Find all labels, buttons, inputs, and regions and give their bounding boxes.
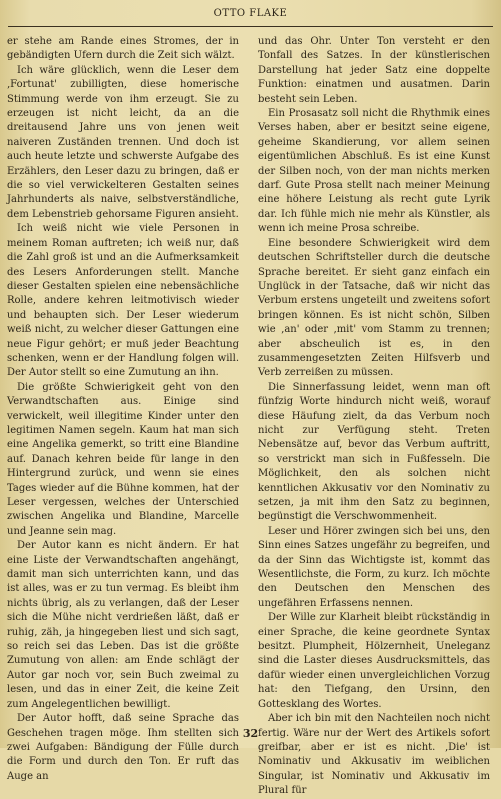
- paragraph: Der Autor hofft, daß seine Sprache das Geschehen tragen möge. Ihm stellten sich zwei Aufgaben: Bändigung der Fülle durch die Form und durch den Ton. Er ruft das Auge an: [7, 713, 239, 782]
- header-rule: [8, 26, 493, 27]
- paragraph: Leser und Hörer zwingen sich bei uns, den Sinn eines Satzes ungefähr zu begreifen, und da der Sinn das Wichtigste ist, kommt das Wesentlichste, die Form, zu kurz. Ich möchte den Deutschen den Menschen des ungefähren Erfassens nennen.: [258, 525, 490, 609]
- paragraph: und das Ohr. Unter Ton versteht er den Tonfall des Satzes. In der künstlerischen Darstellung hat jeder Satz eine doppelte Funktion: einatmen und ausatmen. Darin besteht sein Leben.: [258, 36, 490, 105]
- page-number: 32: [242, 727, 259, 740]
- left-column: [7, 35, 239, 784]
- paragraph: er stehe am Rande eines Stromes, der in gebändigten Ufern durch die Zeit sich wälzt.: [7, 36, 239, 62]
- paragraph: Ein Prosasatz soll nicht die Rhythmik eines Verses haben, aber er besitzt seine eigene, geheime Skandierung, vor allem seinen eigentümlichen Abschluß. Es ist eine Kunst der Silben noch, von der man nichts merken darf. Gute Prosa stellt nach meiner Meinung eine höhere Leistung als recht gute Lyrik dar. Ich fühle mich nie mehr als Künstler, als wenn ich meine Prosa schreibe.: [258, 108, 490, 235]
- running-title: OTTO FLAKE: [213, 8, 288, 19]
- paragraph: Aber ich bin mit den Nachteilen noch nicht fertig. Wäre nur der Wert des Artikels sofort greifbar, aber er ist es nicht. ‚Die' ist Nominativ und Akkusativ im weiblichen Singular, ist Nominativ und Akkusativ im Plural für: [258, 713, 490, 797]
- paragraph: Eine besondere Schwierigkeit wird dem deutschen Schriftsteller durch die deutsche Sprache bereitet. Er sieht ganz einfach ein Unglück in der Tatsache, daß wir nicht das Verbum erstens ungeteilt und zweitens sofort bringen können. Es ist nicht schön, Silben wie ‚an' oder ‚mit' vom Stamm zu trennen; aber abscheulich ist es, in den zusammengesetzten Zeiten Hilfsverb und Verb zerreißen zu müssen.: [258, 237, 490, 379]
- paragraph: Die Sinnerfassung leidet, wenn man oft fünfzig Worte hindurch nicht weiß, worauf diese Häufung zielt, da das Verbum noch nicht zur Verfügung steht. Treten Nebensätze auf, bevor das Verbum auftritt, so verstrickt man sich in Fußfesseln. Die Möglichkeit, den als solchen nicht kenntlichen Akkusativ vor den Nominativ zu setzen, ja mit ihm den Satz zu beginnen, begünstigt die Verschwommenheit.: [258, 381, 490, 523]
- paragraph: Ich wäre glücklich, wenn die Leser dem ‚Fortunat' zubilligten, diese homerische Stimmung werde von ihm erzeugt. Sie zu erzeugen ist nicht leicht, da an die dreitausend Jahre uns von jenen weit naiveren Zuständen trennen. Und doch ist auch heute letzte und schwerste Aufgabe des Erzählers, den Leser dazu zu bringen, daß er die so viel verwickelteren Gestalten seines Jahrhunderts als naive, selbstverständliche, dem Lebenstrieb gehorsame Figuren ansieht.: [7, 64, 239, 220]
- paragraph: Der Wille zur Klarheit bleibt rückständig in einer Sprache, die keine geordnete Syntax besitzt. Plumpheit, Hölzernheit, Uneleganz sind die Laster dieses Ausdrucksmittels, das dafür wieder einen unvergleichlichen Vorzug hat: den Tiefgang, den Ursinn, den Gottesklang des Wortes.: [258, 612, 490, 710]
- paragraph: Ich weiß nicht wie viele Personen in meinem Roman auftreten; ich weiß nur, daß die Zahl groß ist und an die Aufmerksamkeit des Lesers Anforderungen stellt. Manche dieser Gestalten spielen eine nebensächliche Rolle, andere kehren leitmotivisch wieder und behaupten sich. Der Leser wiederum weiß nicht, zu welcher dieser Gattungen eine neue Figur gehört; er muß jeder Beachtung schenken, wenn er der Handlung folgen will. Der Autor stellt so eine Zumutung an ihn.: [7, 223, 239, 379]
- paragraph: Der Autor kann es nicht ändern. Er hat eine Liste der Verwandtschaften angehängt, damit man sich unterrichten kann, und das ist alles, was er zu tun vermag. Es bleibt ihm nichts übrig, als zu verlangen, daß der Leser sich die Mühe nicht verdrießen läßt, daß er ruhig, zäh, ja hingegeben liest und sich sagt, so reich sei das Leben. Das ist die größte Zumutung von allen: am Ende schlägt der Autor gar noch vor, sein Buch zweimal zu lesen, und das in einer Zeit, die keine Zeit zum Angelegentlichen bewilligt.: [7, 540, 239, 710]
- right-column: [258, 35, 490, 799]
- paragraph: Die größte Schwierigkeit geht von den Verwandtschaften aus. Einige sind verwickelt, weil illegitime Kinder unter den legitimen Namen segeln. Kaum hat man sich eine Angelika gemerkt, so tritt eine Blandine auf. Danach kehren beide für lange in den Hintergrund zurück, und wenn sie eines Tages wieder auf die Bühne kommen, hat der Leser vergessen, welches der Unterschied zwischen Angelika und Blandine, Marcelle und Jeanne sein mag.: [7, 381, 239, 537]
